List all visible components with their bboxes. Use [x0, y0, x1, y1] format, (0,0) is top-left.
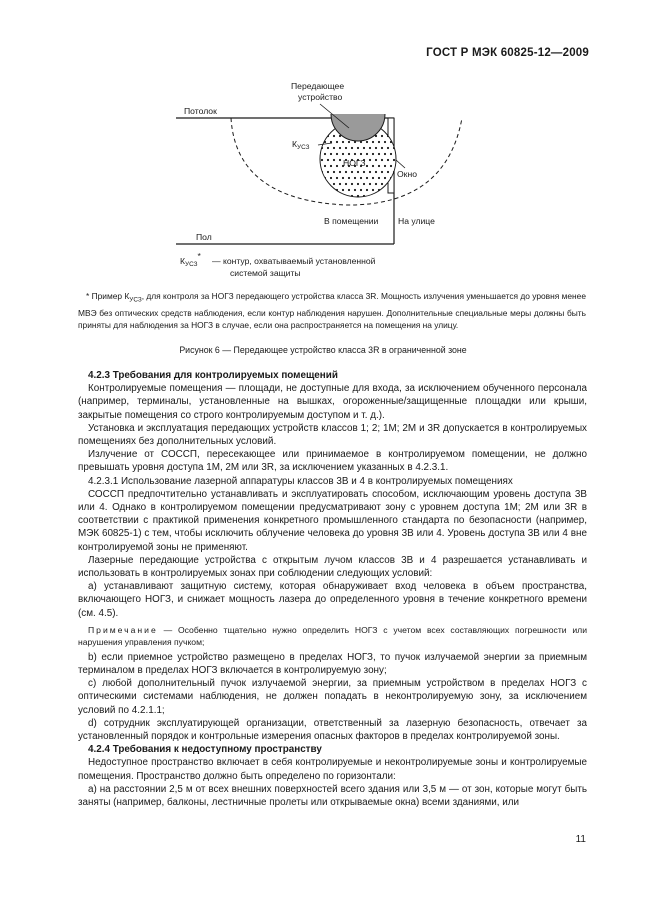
nogz-dot: [375, 171, 377, 173]
nogz-dot: [387, 147, 389, 149]
paragraph: СОССП предпочтительно устанавливать и эксплуатировать способом, исключающим уровень доступа 3В или 4. Однако в контролируемом помещении предусматривают зону с уровнем доступа 1М; 2М или 3R в соответствии с практикой применения конкретного промышленного стандарта по безопасности (например, МЭК 60825-1) с тем, чтобы исключить облучение человека до уровня 3В или 4. Уровень доступа 3В или 4 вне контролируемой зоны не применяют.: [78, 488, 587, 553]
nogz-dot: [333, 171, 335, 173]
nogz-dot: [381, 147, 383, 149]
nogz-dot: [363, 147, 365, 149]
nogz-dot: [321, 183, 323, 185]
nogz-dot: [333, 159, 335, 161]
transmitter-label-2: устройство: [298, 92, 343, 102]
section-4-2-3-heading: 4.2.3 Требования для контролируемых помещений: [88, 370, 338, 381]
nogz-dot: [384, 141, 386, 143]
nogz-dot: [354, 153, 356, 155]
window-label: Окно: [397, 169, 417, 179]
nogz-dot: [327, 195, 329, 197]
footnote-sub: УСЗ: [129, 296, 142, 304]
nogz-dot: [369, 159, 371, 161]
nogz-dot: [360, 177, 362, 179]
nogz-dot: [324, 189, 326, 191]
nogz-dot: [330, 177, 332, 179]
footnote-lead: * Пример К: [86, 291, 130, 301]
nogz-dot: [330, 129, 332, 131]
document-header: ГОСТ Р МЭК 60825-12—2009: [426, 47, 589, 59]
list-item-a: а) устанавливают защитную систему, которая обнаруживает вход человека в объем пространства, включающего НОГЗ, и снижает мощность лазера до определенного уровня в течение конкретного времени (см. 4.5).: [78, 581, 587, 619]
nogz-dot: [384, 165, 386, 167]
nogz-dot: [324, 165, 326, 167]
nogz-dot: [327, 159, 329, 161]
nogz-dot: [336, 177, 338, 179]
nogz-dot: [336, 153, 338, 155]
nogz-dot: [393, 159, 395, 161]
nogz-dot: [369, 147, 371, 149]
nogz-dot: [336, 165, 338, 167]
nogz-dot: [339, 183, 341, 185]
nogz-dot: [321, 135, 323, 137]
nogz-dot: [330, 165, 332, 167]
nogz-dot: [339, 159, 341, 161]
nogz-dot: [381, 159, 383, 161]
nogz-dot: [351, 171, 353, 173]
nogz-dot: [378, 165, 380, 167]
nogz-dot: [363, 183, 365, 185]
nogz-dot: [387, 171, 389, 173]
nogz-dot: [330, 153, 332, 155]
nogz-dot: [366, 177, 368, 179]
nogz-dot: [384, 129, 386, 131]
nogz-dot: [357, 147, 359, 149]
window-leader: [396, 160, 405, 168]
nogz-dot: [357, 171, 359, 173]
note-label: Примечание: [88, 624, 158, 635]
figure-caption: Рисунок 6 — Передающее устройство класса 3R в ограниченной зоне: [179, 345, 467, 355]
nogz-dot: [360, 153, 362, 155]
nogz-dot: [378, 141, 380, 143]
nogz-dot: [330, 189, 332, 191]
nogz-dot: [360, 189, 362, 191]
nogz-dot: [327, 123, 329, 125]
list-item-d: d) сотрудник эксплуатирующей организации, ответственный за лазерную безопасность, отвечает за установленный порядок и контрольные измерения опасных факторов в пределах контролируемой зоны.: [78, 717, 587, 743]
section-4-2-4-heading: 4.2.4 Требования к недоступному пространству: [88, 744, 322, 756]
nogz-dot: [387, 195, 389, 197]
list-item-a: а) на расстоянии 2,5 м от всех внешних поверхностей всего здания или 3,5 м — от зон, которые могут быть заняты (например, балконы, лестничные пролеты или открываемые окна) всеми зданиями, или: [78, 783, 587, 809]
floor-label: Пол: [196, 232, 212, 242]
transmitter-label-1: Передающее: [291, 81, 345, 91]
main-text: [78, 369, 587, 809]
nogz-dot: [378, 153, 380, 155]
nogz-dot: [372, 153, 374, 155]
nogz-dot: [321, 159, 323, 161]
nogz-dot: [372, 189, 374, 191]
nogz-dot: [390, 165, 392, 167]
footnote-rest: , для контроля за НОГЗ передающего устройства класса 3R. Мощность излучения уменьшается до уровня менее МВЭ без оптических средств наблюдения, если контур наблюдения нарушен. Дополнительные специальные меры должны быть приняты для наблюдения за НОГЗ в случае, если она распространяется на помещения на улицу.: [78, 291, 586, 331]
note-text: — Особенно тщательно нужно определить НОГЗ с учетом всех составляющих погрешности или нарушения управления пучком;: [78, 624, 587, 647]
nogz-dot: [345, 183, 347, 185]
nogz-dot: [366, 153, 368, 155]
nogz-dot: [333, 147, 335, 149]
nogz-dot: [321, 123, 323, 125]
nogz-dot: [324, 129, 326, 131]
nogz-dot: [375, 183, 377, 185]
kusz-label: $К_{УСЗ}$: [292, 139, 310, 151]
note: [78, 624, 587, 648]
nogz-dot: [348, 189, 350, 191]
nogz-dot: [375, 147, 377, 149]
subsection-4-2-3-1-title: 4.2.3.1 Использование лазерной аппаратуры классов 3В и 4 в контролируемых помещениях: [88, 475, 513, 487]
nogz-dot: [339, 171, 341, 173]
nogz-dot: [333, 135, 335, 137]
nogz-dot: [342, 177, 344, 179]
list-item-b: b) если приемное устройство размещено в пределах НОГЗ, то пучок излучаемой энергии за приемным терминалом в пределах НОГЗ включается в контролируемую зону;: [78, 651, 587, 677]
nogz-dot: [366, 189, 368, 191]
nogz-dot: [372, 165, 374, 167]
nogz-label: НОГЗ: [343, 158, 366, 168]
nogz-dot: [363, 171, 365, 173]
list-item-c: с) любой дополнительный пучок излучаемой энергии, за приемным устройством в пределах НОГЗ с оптическими системами наблюдения, не должен попадать в неконтролируемую зону, за исключением условий по 4.2.1.1;: [78, 678, 587, 716]
nogz-dot: [384, 153, 386, 155]
legend-symbol: $К_{УСЗ}*$: [180, 251, 201, 268]
nogz-dot: [342, 141, 344, 143]
nogz-dot: [354, 177, 356, 179]
nogz-dot: [351, 147, 353, 149]
page-number: 11: [575, 834, 586, 845]
nogz-dot: [342, 153, 344, 155]
nogz-dot: [381, 135, 383, 137]
nogz-dot: [381, 195, 383, 197]
ceiling-label: Потолок: [184, 106, 217, 116]
nogz-dot: [375, 159, 377, 161]
nogz-dot: [324, 153, 326, 155]
paragraph: Контролируемые помещения — площади, не доступные для входа, за исключением обученного персонала (например, терминалы, установленные на вышках, огороженные/защищенные площадки или крыши, закрытые помещения со строго контролируемым доступом и т. д.).: [78, 383, 587, 421]
nogz-dot: [321, 195, 323, 197]
nogz-dot: [333, 195, 335, 197]
outside-label: На улице: [398, 216, 435, 226]
nogz-dot: [351, 183, 353, 185]
nogz-dot: [348, 141, 350, 143]
legend-text-1: — контур, охватываемый установленной: [212, 256, 376, 266]
nogz-dot: [372, 141, 374, 143]
nogz-dot: [384, 177, 386, 179]
inside-label: В помещении: [324, 216, 379, 226]
nogz-dot: [357, 195, 359, 197]
nogz-dot: [366, 165, 368, 167]
nogz-dot: [369, 183, 371, 185]
nogz-dot: [372, 177, 374, 179]
nogz-dot: [336, 141, 338, 143]
figure-6: [0, 0, 646, 300]
nogz-dot: [345, 171, 347, 173]
nogz-dot: [390, 153, 392, 155]
nogz-dot: [333, 183, 335, 185]
nogz-dot: [375, 195, 377, 197]
nogz-dot: [378, 177, 380, 179]
nogz-dot: [348, 153, 350, 155]
nogz-dot: [327, 171, 329, 173]
nogz-dot: [339, 147, 341, 149]
nogz-dot: [342, 189, 344, 191]
nogz-dot: [387, 159, 389, 161]
nogz-dot: [339, 195, 341, 197]
nogz-dot: [369, 171, 371, 173]
nogz-dot: [348, 177, 350, 179]
paragraph: Недоступное пространство включает в себя контролируемые и неконтролируемые зоны и контролируемые помещения. Пространство должно быть определено по горизонтали:: [78, 757, 587, 782]
nogz-dot: [381, 183, 383, 185]
paragraph: Установка и эксплуатация передающих устройств классов 1; 2; 1М; 2М и 3R допускается в контролируемых помещениях без дополнительных условий.: [78, 422, 587, 448]
nogz-dot: [354, 189, 356, 191]
paragraph: Лазерные передающие устройства с открытым лучом классов 3В и 4 разрешается устанавливать и использовать в контролируемых зонах при соблюдении следующих условий:: [78, 554, 587, 580]
paragraph: Излучение от СОССП, пересекающее или принимаемое в контролируемом помещении, не должно превышать уровня доступа 1М, 2М или 3R, за исключением указанных в 4.2.3.1.: [78, 449, 587, 474]
nogz-dot: [384, 189, 386, 191]
nogz-dot: [327, 147, 329, 149]
nogz-dot: [381, 171, 383, 173]
nogz-dot: [366, 141, 368, 143]
nogz-dot: [345, 147, 347, 149]
nogz-dot: [357, 183, 359, 185]
figure-footnote: [78, 290, 586, 332]
legend-text-2: системой защиты: [230, 268, 301, 278]
